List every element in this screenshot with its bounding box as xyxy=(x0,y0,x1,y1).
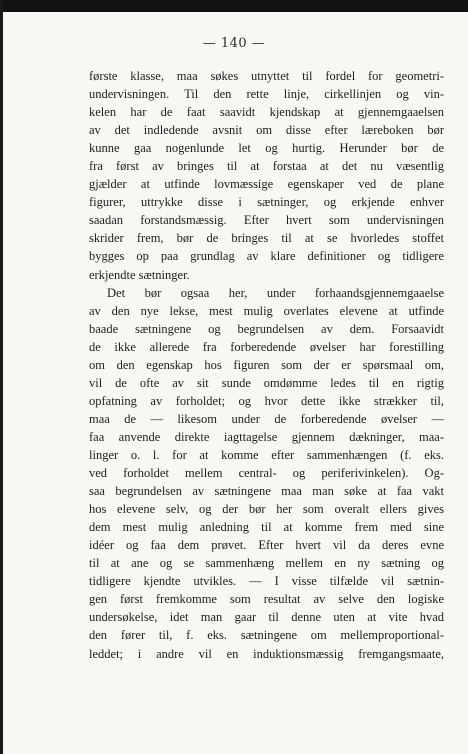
paragraph-1 xyxy=(89,67,444,284)
text-line: den fører til, f. eks. sætningene om mellemproportional- xyxy=(89,628,444,643)
text-line: om den egenskap hos figuren som der er spørsmaal om, xyxy=(89,357,444,372)
text-line: linger o. l. for at komme efter sammenhængen (f. eks. xyxy=(89,447,444,462)
text-line: av det indledende avsnit om disse efter læreboken bør xyxy=(89,123,444,138)
text-line: de ikke allerede fra forberedende øvelser har forestilling xyxy=(89,339,444,354)
text-line: figurer, uttrykke disse i sætninger, og erkjende enhver xyxy=(89,195,444,210)
paragraph-2 xyxy=(89,284,444,663)
text-line: maa de — likesom under de forberedende øvelser — xyxy=(89,411,444,426)
text-line: til at ane og se sammenhæng mellem en ny sætning og xyxy=(89,556,444,571)
text-line: saa begrundelsen av sætningene maa man søke at faa vakt xyxy=(89,484,444,499)
text-line: første klasse, maa søkes utnyttet til fordel for geometri- xyxy=(89,69,444,83)
scan-top-border xyxy=(0,0,468,12)
scan-left-border xyxy=(0,0,3,754)
text-line: hos elevene selv, og der bør her som overalt ellers gives xyxy=(89,502,444,517)
text-line: vil de ofte av sit sunde omdømme ledes til en rigtig xyxy=(89,375,444,390)
text-line: erkjendte sætninger. xyxy=(89,267,190,282)
page-number: — 140 — xyxy=(202,36,266,51)
text-line: saadan forstandsmæssig. Efter hvert som undervisningen xyxy=(89,213,444,228)
text-line: kunne gaa nogenlunde let og hurtig. Herunder bør de xyxy=(89,141,444,156)
text-line: kelen har de faat saavidt kjendskap at gjennemgaaelsen xyxy=(89,105,444,120)
text-line: gen først fremkomme som resultat av selve den logiske xyxy=(89,592,444,607)
text-line: tidligere kjendte utvikles. — I visse tilfælde vil sætnin- xyxy=(89,574,444,589)
text-line: Det bør ogsaa her, under forhaandsgjennemgaaelse xyxy=(107,285,444,300)
text-line: undersøkelse, idet man gaar til denne uten at vite hvad xyxy=(89,610,444,625)
text-line: skrider frem, bør de bringes til at se hvorledes stoffet xyxy=(89,231,444,246)
body-text xyxy=(89,67,444,663)
text-line: av den nye lekse, mest mulig overlates elevene at utfinde xyxy=(89,303,444,318)
text-line: opfatning av forholdet; og hvor dette ikke strækker til, xyxy=(89,393,444,408)
text-line: baade sætningene og begrundelsen av dem. Forsaavidt xyxy=(89,321,444,336)
text-line: idéer og faa dem prøvet. Efter hvert vil da deres evne xyxy=(89,538,444,553)
text-line: dem mest mulig anledning til at komme frem med sine xyxy=(89,520,444,535)
text-line: faa anvende direkte iagttagelse gjennem dækninger, maa- xyxy=(89,429,444,444)
text-line: undervisningen. Til den rette linje, cirkellinjen og vin- xyxy=(89,87,444,102)
text-line: bygges op paa grundlag av klare definitioner og tidligere xyxy=(89,249,444,264)
text-line: fra først av bringes til at forstaa at det nu væsentlig xyxy=(89,159,444,174)
text-line: leddet; i andre vil en induktionsmæssig fremgangsmaate, xyxy=(89,646,444,661)
text-line: ved forholdet mellem central- og periferivinkelen). Og- xyxy=(89,466,444,481)
text-line: gjælder at utfinde lovmæssige egenskaper ved de plane xyxy=(89,177,444,192)
